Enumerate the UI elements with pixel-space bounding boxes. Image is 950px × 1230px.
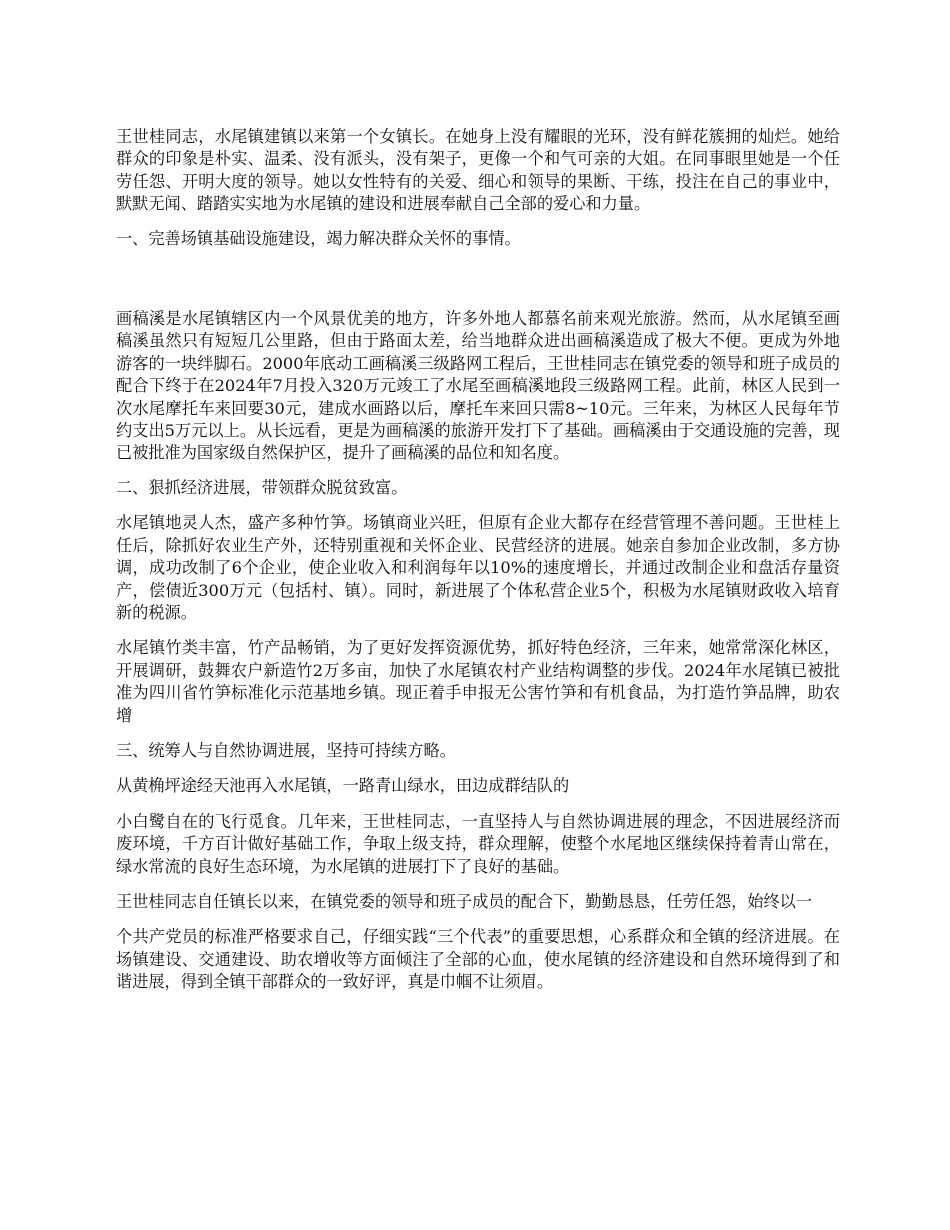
intro-paragraph: 王世桂同志，水尾镇建镇以来第一个女镇长。在她身上没有耀眼的光环，没有鲜花簇拥的灿烂。她给群众的印象是朴实、温柔、没有派头，没有架子，更像一个和气可亲的大姐。在同事眼里她是一个任劳任怨、开明大度的领导。她以女性特有的关爱、细心和领导的果断、干练，投注在自己的事业中，默默无闻、踏踏实实地为水尾镇的建设和进展奉献自己全部的爱心和力量。	[116, 127, 840, 214]
section-heading-3: 三、统筹人与自然协调进展，坚持可持续方略。	[116, 740, 456, 760]
body-paragraph-bamboo: 水尾镇竹类丰富，竹产品畅销，为了更好发挥资源优势，抓好特色经济，三年来，她常常深化林区，开展调研，鼓舞农户新造竹2万多亩，加快了水尾镇农村产业结构调整的步伐。2024年水尾镇已被批准为四川省竹笋标准化示范基地乡镇。现正着手申报无公害竹笋和有机食品，为打造竹笋品牌，助农增	[116, 638, 840, 725]
body-paragraph-enterprise: 水尾镇地灵人杰，盛产多种竹笋。场镇商业兴旺，但原有企业大都存在经营管理不善问题。王世桂上任后，除抓好农业生产外，还特别重视和关怀企业、民营经济的进展。她亲自参加企业改制，多方协调，成功改制了6个企业，使企业收入和利润每年以10%的速度增长，并通过改制企业和盘活存量资产，偿债近300万元（包括村、镇）。同时，新进展了个体私营企业5个，积极为水尾镇财政收入培育新的税源。	[116, 513, 840, 622]
body-paragraph-conclusion-end: 个共产党员的标准严格要求自己，仔细实践“三个代表”的重要思想，心系群众和全镇的经济进展。在场镇建设、交通建设、助农增收等方面倾注了全部的心血，使水尾镇的经济建设和自然环境得到了和谐进展，得到全镇干部群众的一致好评，真是巾帼不让须眉。	[116, 927, 840, 992]
body-paragraph-route: 从黄桷坪途经天池再入水尾镇，一路青山绿水，田边成群结队的	[116, 776, 570, 796]
body-paragraph-conclusion-start: 王世桂同志自任镇长以来，在镇党委的领导和班子成员的配合下，勤勤恳恳，任劳任怨，始终以一	[116, 891, 813, 911]
document-page	[116, 126, 840, 994]
section-heading-2: 二、狠抓经济进展，带领群众脱贫致富。	[116, 477, 408, 497]
body-paragraph-road: 画稿溪是水尾镇辖区内一个风景优美的地方，许多外地人都慕名前来观光旅游。然而，从水尾镇至画稿溪虽然只有短短几公里路，但由于路面太差，给当地群众进出画稿溪造成了极大不便。更成为外地游客的一块绊脚石。2000年底动工画稿溪三级路网工程后，王世桂同志在镇党委的领导和班子成员的配合下终于在2024年7月投入320万元竣工了水尾至画稿溪地段三级路网工程。此前，林区人民到一次水尾摩托车来回要30元，建成水画路以后，摩托车来回只需8~10元。三年来，为林区人民每年节约支出5万元以上。从长远看，更是为画稿溪的旅游开发打下了基础。画稿溪由于交通设施的完善，现已被批准为国家级自然保护区，提升了画稿溪的品位和知名度。	[116, 309, 840, 463]
section-heading-1: 一、完善场镇基础设施建设，竭力解决群众关怀的事情。	[116, 228, 521, 248]
body-paragraph-ecology: 小白鹭自在的飞行觅食。几年来，王世桂同志，一直坚持人与自然协调进展的理念，不因进展经济而废环境，千方百计做好基础工作，争取上级支持，群众理解，使整个水尾地区继续保持着青山常在，绿水常流的良好生态环境，为水尾镇的进展打下了良好的基础。	[116, 811, 840, 876]
